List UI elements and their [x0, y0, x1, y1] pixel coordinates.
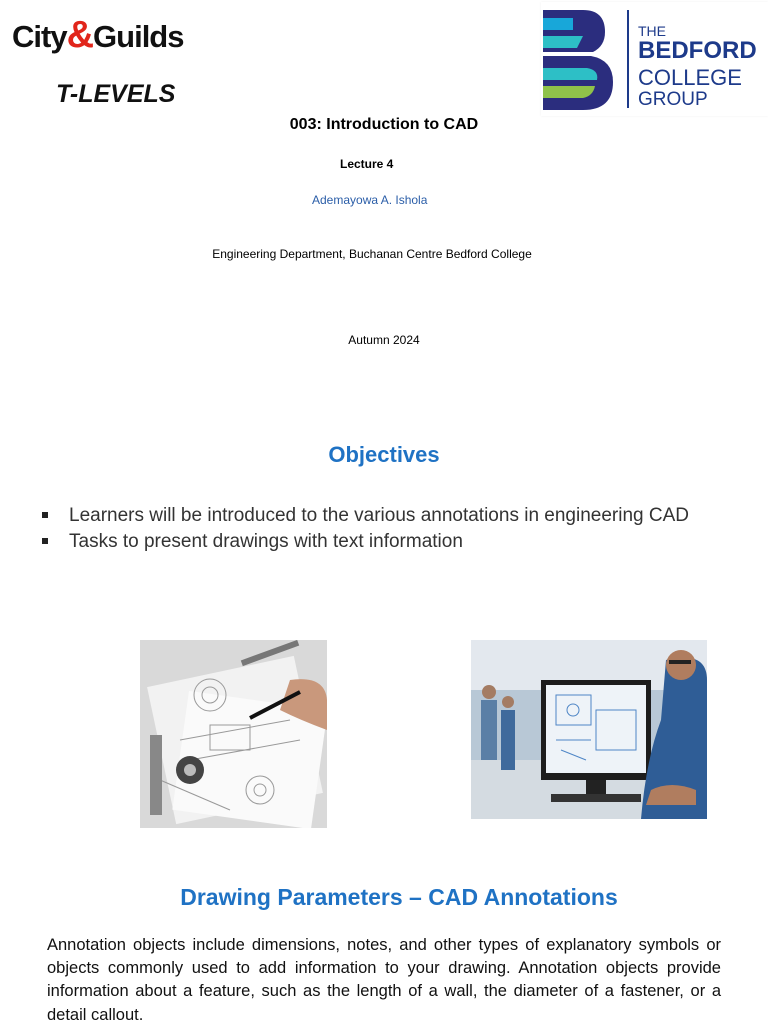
section-heading: Drawing Parameters – CAD Annotations	[180, 884, 618, 910]
list-item: Learners will be introduced to the various annotations in engineering CAD	[42, 503, 728, 529]
logo-text-the: THE	[638, 23, 666, 39]
blueprint-drawing-photo	[140, 640, 327, 828]
cad-workstation-photo	[471, 640, 707, 819]
city-guilds-wordmark: City&Guilds	[12, 14, 184, 56]
document-title: 003: Introduction to CAD	[289, 116, 479, 133]
lecture-number: Lecture 4	[340, 157, 394, 171]
square-bullet-icon	[42, 538, 48, 544]
square-bullet-icon	[42, 512, 48, 518]
logo-divider	[627, 10, 629, 108]
body-paragraph: Annotation objects include dimensions, notes, and other types of explanatory symbols or objects commonly used to add information to your drawing. Annotation objects provide information about a feature, such as the length of a wall, the diameter of a fastener, or a detail callout.	[47, 936, 721, 1024]
logo-text-college: COLLEGE	[638, 65, 742, 90]
list-item: Tasks to present drawings with text information	[42, 529, 728, 555]
objectives-heading: Objectives	[328, 442, 440, 467]
term-line: Autumn 2024	[348, 333, 420, 347]
t-levels-wordmark: T-LEVELS	[56, 80, 176, 108]
objectives-list	[42, 503, 728, 555]
city-guilds-logo	[12, 14, 237, 114]
logo-text-group: GROUP	[638, 89, 708, 110]
author-name: Ademayowa A. Ishola	[312, 193, 428, 207]
department-line: Engineering Department, Buchanan Centre Bedford College	[212, 247, 532, 261]
bedford-college-logo	[541, 2, 768, 116]
bedford-b-mark-icon	[543, 10, 615, 110]
logo-text-bedford: BEDFORD	[638, 37, 757, 64]
